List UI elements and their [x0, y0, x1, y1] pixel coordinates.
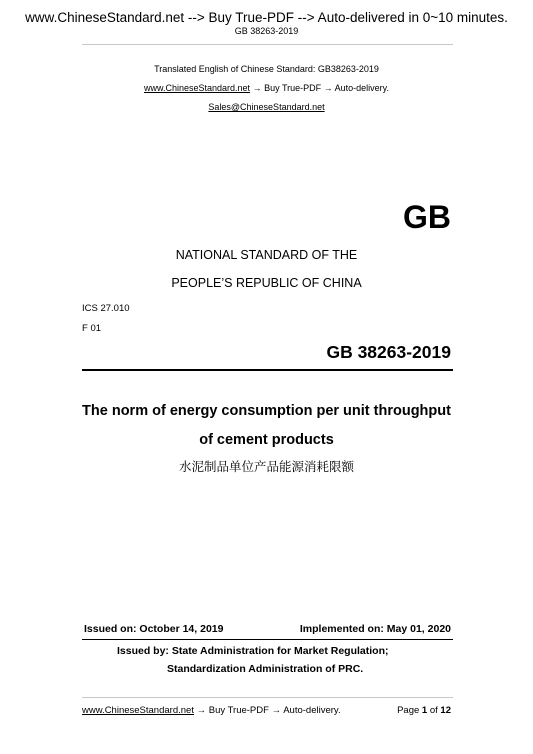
header-standard-code: GB 38263-2019 [234, 26, 299, 36]
delivery-text: Auto-delivery. [334, 83, 389, 93]
translated-note: Translated English of Chinese Standard: GB38263-2019 [154, 64, 379, 74]
standard-number-rule [82, 369, 453, 371]
arrow-right-icon: → [323, 83, 333, 93]
email-link[interactable]: Sales@ChineseStandard.net [208, 102, 325, 112]
top-banner: www.ChineseStandard.net --> Buy True-PDF --> Auto-delivered in 0~10 minutes. [25, 10, 508, 25]
gb-logo: GB [403, 199, 451, 235]
footer-divider [82, 697, 453, 698]
footer-delivery-text: Auto-delivery. [283, 705, 341, 716]
title-line1: The norm of energy consumption per unit throughput [82, 403, 451, 419]
page-of: of [429, 705, 438, 716]
page-indicator [397, 705, 451, 717]
page-current: 1 [421, 705, 428, 716]
arrow-right-icon: → [271, 705, 282, 716]
dates-rule [82, 639, 453, 640]
email-line [0, 102, 533, 113]
issuer-line2: Standardization Administration of PRC. [167, 663, 364, 675]
purchase-line [0, 83, 533, 94]
implemented-date: Implemented on: May 01, 2020 [299, 623, 451, 635]
national-standard-line1: NATIONAL STANDARD OF THE [175, 248, 358, 262]
footer-buy-text: Buy True-PDF [208, 705, 269, 716]
page-total: 12 [440, 705, 451, 716]
arrow-right-icon: → [196, 705, 207, 716]
title-chinese: 水泥制品单位产品能源消耗限额 [178, 459, 354, 474]
footer-purchase-line [82, 705, 341, 717]
title-line2: of cement products [199, 432, 334, 448]
footer-site-link[interactable]: www.ChineseStandard.net [82, 705, 194, 716]
page-label: Page [397, 705, 420, 716]
standard-number: GB 38263-2019 [326, 342, 451, 362]
issued-date: Issued on: October 14, 2019 [84, 623, 224, 635]
arrow-right-icon: → [252, 83, 262, 93]
f-code: F 01 [82, 323, 102, 334]
national-standard-line2: PEOPLE’S REPUBLIC OF CHINA [171, 276, 362, 290]
issuer-line1: Issued by: State Administration for Market Regulation; [117, 645, 389, 657]
site-link[interactable]: www.ChineseStandard.net [144, 83, 251, 93]
buy-text: Buy True-PDF [264, 83, 322, 93]
header-divider [82, 44, 453, 45]
ics-code: ICS 27.010 [82, 303, 130, 314]
